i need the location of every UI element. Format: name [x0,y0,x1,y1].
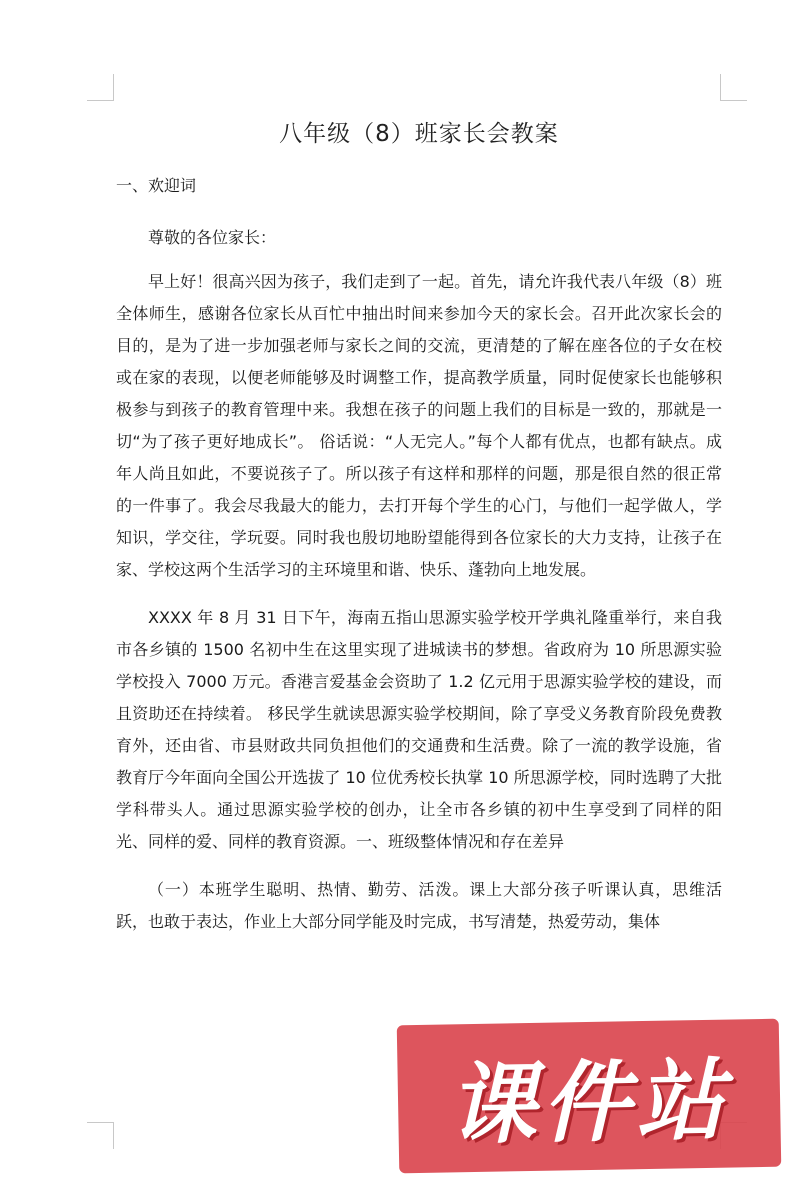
paragraph-welcome: 早上好！很高兴因为孩子，我们走到了一起。首先，请允许我代表八年级（8）班全体师生，感谢各位家长从百忙中抽出时间来参加今天的家长会。召开此次家长会的目的，是为了进一步加强老师与家长之间的交流，更清楚的了解在座各位的子女在校或在家的表现，以便老师能够及时调整工作，提高教学质量，同时促使家长也能够积极参与到孩子的教育管理中来。我想在孩子的问题上我们的目标是一致的，那就是一切“为了孩子更好地成长”。 俗话说：“人无完人。”每个人都有优点，也都有缺点。成年人尚且如此，不要说孩子了。所以孩子有这样和那样的问题，那是很自然的很正常的一件事了。我会尽我最大的能力，去打开每个学生的心门，与他们一起学做人，学知识，学交往，学玩耍。同时我也殷切地盼望能得到各位家长的大力支持，让孩子在家、学校这两个生活学习的主环境里和谐、快乐、蓬勃向上地发展。 [116,272,722,579]
watermark-logo-text: 课件站 [447,1048,731,1157]
salutation: 尊敬的各位家长： [148,228,277,247]
section-heading: 一、欢迎词 [116,176,197,195]
document-body [116,110,722,938]
paragraph-school-news: XXXX 年 8 月 31 日下午，海南五指山思源实验学校开学典礼隆重举行，来自我市各乡镇的 1500 名初中生在这里实现了进城读书的梦想。省政府为 10 所思源实验学校投入 7000 万元。香港言爱基金会资助了 1.2 亿元用于思源实验学校的建设，而且资助还在持续着。 移民学生就读思源实验学校期间，除了享受义务教育阶段免费教育外，还由省、市县财政共同负担他们的交通费和生活费。除了一流的教学设施，省教育厅今年面向全国公开选拔了 10 位优秀校长执掌 10 所思源学校，同时选聘了大批学科带头人。通过思源实验学校的创办，让全市各乡镇的初中生享受到了同样的阳光、同样的爱、同样的教育资源。一、班级整体情况和存在差异 [116,608,722,851]
paragraph-class-overview: （一）本班学生聪明、热情、勤劳、活泼。课上大部分孩子听课认真，思维活跃，也敢于表达，作业上大部分同学能及时完成，书写清楚，热爱劳动，集体 [116,880,722,931]
document-title: 八年级（8）班家长会教案 [279,121,559,147]
crop-mark-bottom-left [87,1122,114,1149]
crop-mark-top-right [720,74,747,101]
crop-mark-top-left [87,74,114,101]
watermark-stamp [397,1019,782,1174]
